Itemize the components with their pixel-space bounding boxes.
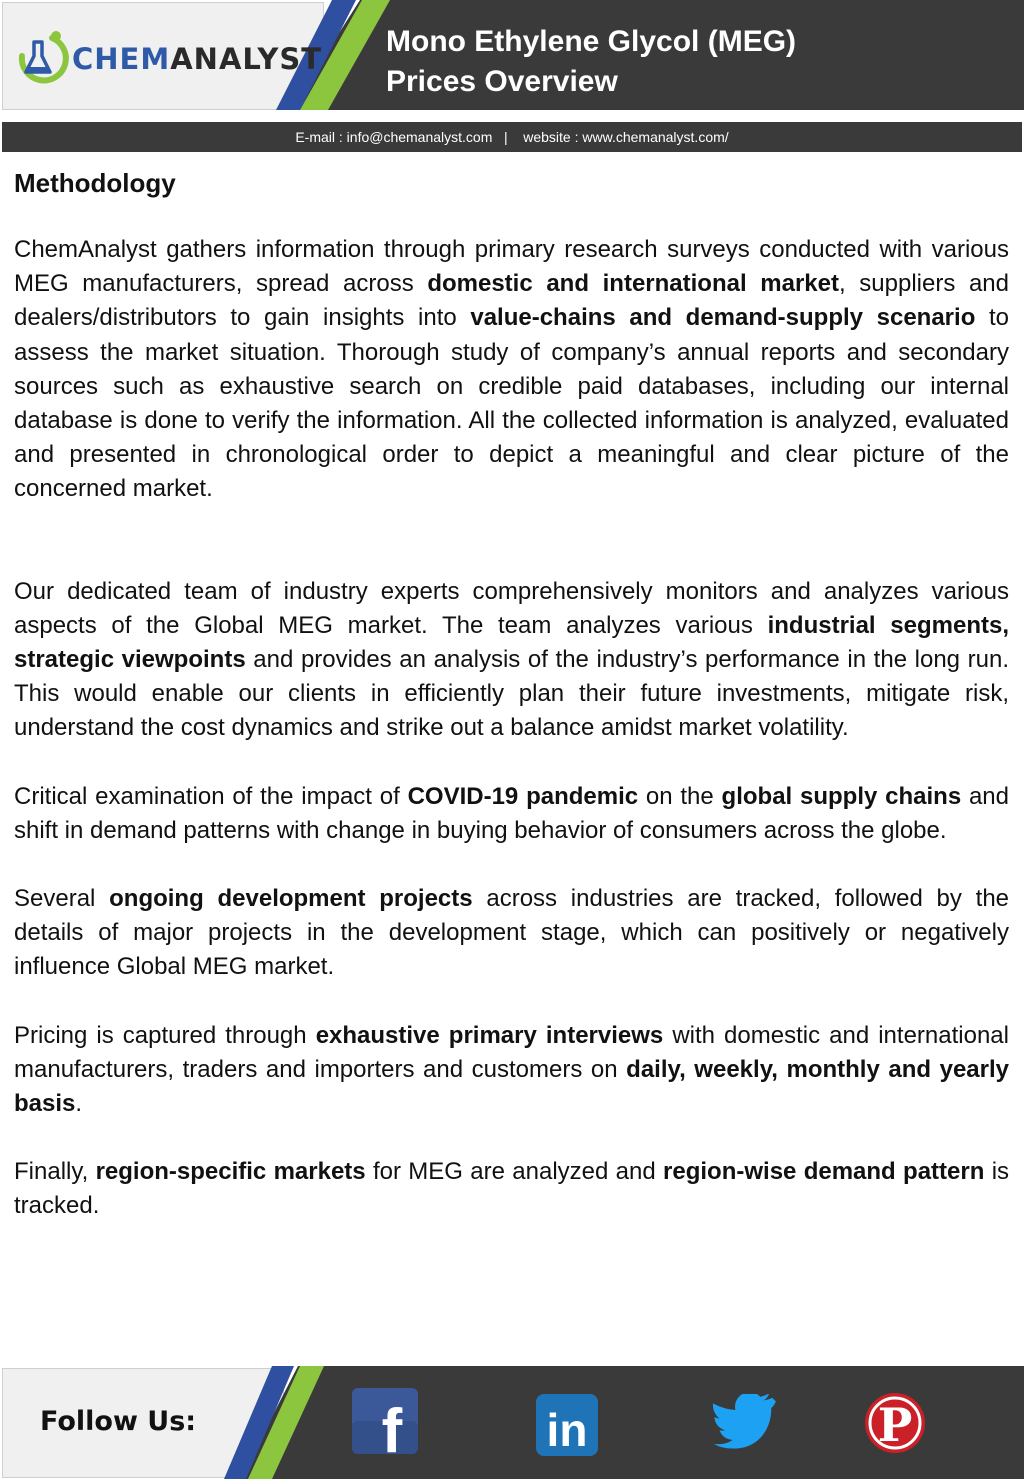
main-content [14,160,1009,1224]
paragraph-4: Several ongoing development projects across industries are tracked, followed by the details of major projects in the development stage, which can positively or negatively influence Global MEG market. [14,885,1010,981]
paragraph-5: Pricing is captured through exhaustive primary interviews with domestic and international manufacturers, traders and importers and customers on daily, weekly, monthly and yearly basis. [14,1021,1009,1118]
pinterest-icon[interactable] [864,1392,926,1459]
chemanalyst-logo[interactable] [12,26,323,86]
paragraph-3: Critical examination of the impact of COVID-19 pandemic on the global supply chains and shift in demand patterns with change in buying behavior of consumers across the globe. [14,782,1010,844]
contact-bar [2,122,1022,152]
facebook-icon[interactable] [352,1388,418,1459]
paragraph-1: ChemAnalyst gathers information through primary research surveys conducted with various MEG manufacturers, spread across domestic and international market, suppliers and dealers/distributors to gain insights into value-chains and demand-supply scenario to assess the market situation. Thorough study of company’s annual reports and secondary sources such as exhaustive search on credible paid databases, including our internal database is done to verify the information. All the collected information is analyzed, evaluated and presented in chronological order to depict a meaningful and clear picture of the concerned market. [14,236,1010,503]
contact-info[interactable]: E-mail : info@chemanalyst.com | website : www.chemanalyst.com/ [295,129,729,145]
page-footer [0,1366,1024,1479]
logo-wordmark: CHEMANALYST [72,42,323,76]
paragraph-6: Finally, region-specific markets for MEG are analyzed and region-wise demand pattern is tracked. [14,1158,1010,1220]
page-title [386,22,1006,102]
page-title-line1: Mono Ethylene Glycol (MEG) [386,25,797,58]
svg-text:f: f [381,1397,403,1454]
paragraph-2: Our dedicated team of industry experts comprehensively monitors and analyzes various aspects of the Global MEG market. The team analyzes various industrial segments, strategic viewpoints and provides an analysis of the industry’s performance in the long run. This would enable our clients in efficiently plan their future investments, mitigate risk, understand the cost dynamics and strike out a balance amidst market volatility. [14,577,1010,742]
twitter-icon[interactable] [712,1394,776,1455]
flask-logo-icon [12,26,72,86]
section-heading: Methodology [14,168,176,198]
follow-us-label: Follow Us: [40,1406,197,1437]
linkedin-icon[interactable] [536,1394,598,1461]
page-title-line2: Prices Overview [386,65,618,98]
svg-text:P: P [877,1398,913,1452]
page-header [0,0,1024,110]
svg-text:in: in [546,1404,588,1456]
